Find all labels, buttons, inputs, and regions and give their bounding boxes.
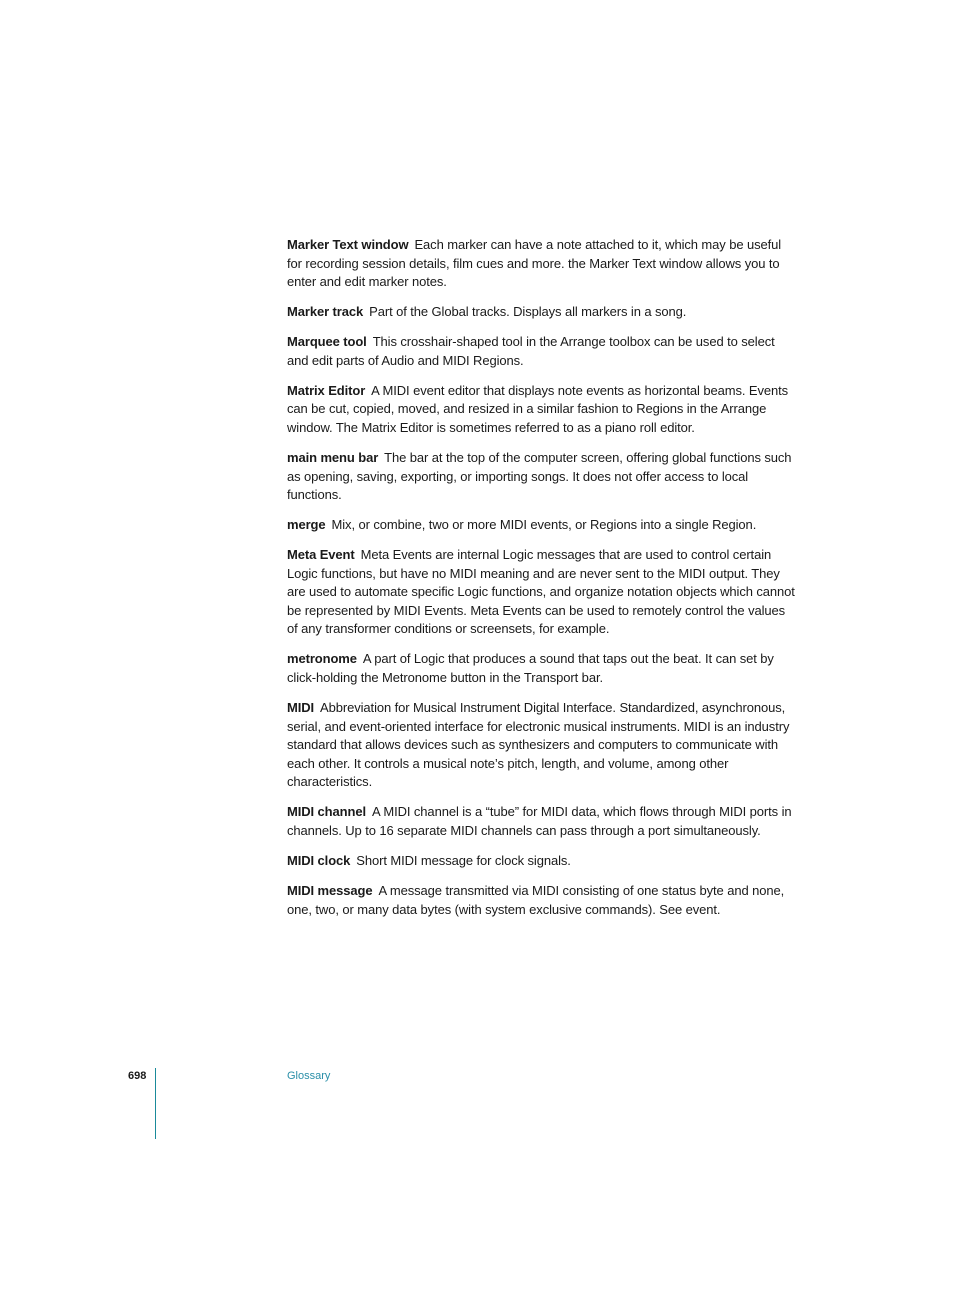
glossary-term: Matrix Editor: [287, 382, 366, 398]
glossary-entry: [287, 803, 799, 840]
glossary-term: merge: [287, 517, 326, 533]
glossary-term: Marker Text window: [287, 237, 409, 252]
glossary-entry: [287, 699, 799, 792]
glossary-entry: [287, 303, 799, 322]
glossary-term: Marquee tool: [287, 334, 367, 350]
glossary-entry: [287, 650, 799, 687]
glossary-definition: Each marker can have a note attached to it, which may be useful for recording session details, film cues and more. the Marker Text window allows you to enter and edit marker notes.: [287, 237, 782, 290]
glossary-entry: [287, 546, 799, 639]
glossary-entry: [287, 516, 799, 535]
glossary-entry: [287, 333, 799, 370]
glossary-term: Meta Event: [287, 547, 355, 563]
glossary-definition: Meta Events are internal Logic messages that are used to control certain Logic functions, but have no MIDI meaning and are never sent to the MIDI output. They are used to automate specific Logic functions, and organize notation objects which cannot be represented by MIDI Events. Meta Events can be used to remotely control the values of any transformer conditions or screensets, for example.: [287, 547, 795, 637]
glossary-definition: Short MIDI message for clock signals.: [356, 852, 571, 868]
glossary-definition: A message transmitted via MIDI consisting of one status byte and none, one, two, or many data bytes (with system exclusive commands). See event.: [287, 882, 785, 917]
glossary-definition: A MIDI event editor that displays note events as horizontal beams. Events can be cut, copied, moved, and resized in a similar fashion to Regions in the Arrange window. The Matrix Editor is sometimes referred to as a piano roll editor.: [287, 382, 789, 435]
glossary-definition: A MIDI channel is a “tube” for MIDI data, which flows through MIDI ports in channels. Up to 16 separate MIDI channels can pass through a port simultaneously.: [287, 804, 792, 838]
glossary-definition: Abbreviation for Musical Instrument Digital Interface. Standardized, asynchronous, serial, and event-oriented interface for electronic musical instruments. MIDI is an industry standard that allows devices such as synthesizers and computers to communicate with each other. It controls a musical note’s pitch, length, and volume, among other characteristics.: [287, 700, 790, 790]
glossary-entry: [287, 236, 799, 292]
glossary-term: MIDI clock: [287, 852, 351, 868]
footer-divider: [155, 1068, 156, 1139]
glossary-definition: This crosshair-shaped tool in the Arrange toolbox can be used to select and edit parts of Audio and MIDI Regions.: [287, 334, 775, 368]
glossary-term: MIDI message: [287, 882, 373, 898]
glossary-term: metronome: [287, 651, 357, 667]
glossary-definition: Part of the Global tracks. Displays all markers in a song.: [369, 304, 687, 320]
section-title: Glossary: [287, 1070, 331, 1082]
glossary-term: main menu bar: [287, 449, 379, 465]
glossary-definition: A part of Logic that produces a sound that taps out the beat. It can set by click-holding the Metronome button in the Transport bar.: [287, 651, 774, 686]
glossary-term: Marker track: [287, 304, 364, 320]
glossary-entry: [287, 882, 799, 919]
glossary-entry: [287, 382, 799, 438]
glossary-entry: [287, 449, 799, 505]
page-number: 698: [128, 1070, 147, 1082]
glossary-entries: [287, 236, 799, 931]
glossary-term: MIDI: [287, 700, 315, 715]
glossary-definition: The bar at the top of the computer screen, offering global functions such as opening, saving, exporting, or importing songs. It does not offer access to local functions.: [287, 449, 792, 503]
glossary-term: MIDI channel: [287, 804, 366, 820]
glossary-entry: [287, 852, 799, 871]
glossary-definition: Mix, or combine, two or more MIDI events, or Regions into a single Region.: [331, 517, 757, 533]
